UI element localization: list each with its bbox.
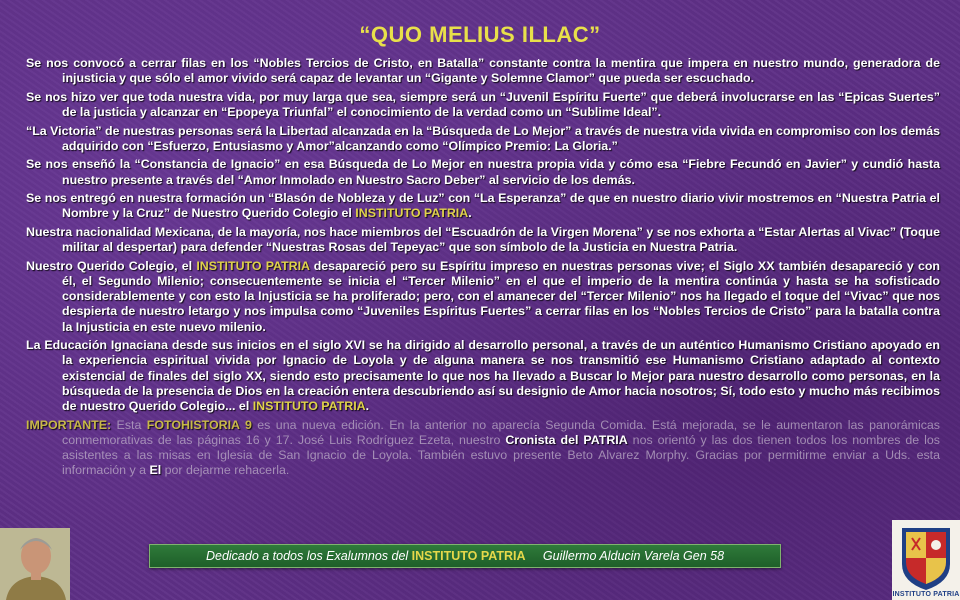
paragraph-text: . bbox=[468, 206, 472, 221]
paragraph bbox=[26, 157, 940, 187]
paragraph-text: Nuestra nacionalidad Mexicana, de la mayoría, nos hace miembros del “Escuadrón de la Virgen Morena” y se nos exhorta a “Estar Alertas al Vivac” (Toque militar al despertar) para defender “Nuestras Rosas del Tepeyac” que son símbolo de la Justicia en Nuestra Patria. bbox=[26, 224, 940, 255]
highlight-text: INSTITUTO PATRIA bbox=[252, 399, 366, 413]
paragraph bbox=[26, 191, 940, 221]
crest-label: INSTITUTO PATRIA bbox=[892, 591, 960, 598]
highlight-text: INSTITUTO PATRIA bbox=[196, 258, 310, 273]
paragraph-text: Nuestro Querido Colegio, el bbox=[26, 258, 197, 273]
highlight-text: nos orientó y las dos tienen todos los nombres de los asistentes a las misas en Iglesia de San Ignacio de Loyola. También estuvo presente Beto Alvarez Morphy. Gracias por permitirme enviar a Uds. esta información y a bbox=[62, 432, 941, 478]
paragraph bbox=[26, 90, 940, 120]
highlight-text: FOTOHISTORIA 9 bbox=[146, 417, 252, 432]
dedication-prefix: Dedicado a todos los Exalumnos del bbox=[205, 549, 412, 563]
dedication-author: Guillermo Alducin Varela Gen 58 bbox=[525, 549, 725, 563]
paragraph bbox=[26, 338, 940, 414]
paragraph-text: Se nos hizo ver que toda nuestra vida, por muy larga que sea, siempre será un “Juvenil Espíritu Fuerte” que deberá involucrarse en las “Epicas Suertes” de la justicia y alcanzar en “Epopeya Triunfal” el conocimiento de la verdad como un “Sublime Ideal”. bbox=[26, 89, 940, 119]
dedication-school: INSTITUTO PATRIA bbox=[411, 549, 526, 563]
paragraph bbox=[26, 259, 940, 335]
highlight-text: es una nueva edición. En la anterior no aparecía Segunda Comida. Está mejorada, se le aumentaron las panorámicas conmemorativas de las páginas 16 y 17. José Luis Rodríguez Ezeta, nuestro bbox=[62, 417, 941, 447]
paragraph-text: desapareció pero su Espíritu impreso en nuestras personas vive; el Siglo XX también desapareció y con él, el Segundo Milenio; consecuentemente se inicia el “Tercer Milenio” en el que el imperio de la mentira continúa y hasta se ha sofisticado considerablemente y con esto la Injusticia se ha proliferado; pero, con el amanecer del “Tercer Milenio” nos ha llegado el toque del “Vivac” que nos despierta de nuestro letargo y nos impulsa como “Juveniles Espíritus Fuertes” a cerrar filas en los “Nobles Tercios de Cristo” para la batalla contra la Injusticia en este nuevo milenio. bbox=[62, 258, 940, 334]
paragraph bbox=[26, 56, 940, 86]
paragraph-text: “La Victoria” de nuestras personas será la Libertad alcanzada en la “Búsqueda de Lo Mejor” a través de nuestra vida vivida en compromiso con los demás adquirido con “Esfuerzo, Entusiasmo y Amor”alcanzando como “Olímpico Premio: La Gloria.” bbox=[26, 123, 940, 153]
paragraph-text: . bbox=[365, 399, 370, 413]
paragraph-text: Se nos entregó en nuestra formación un “Blasón de Nobleza y de Luz” con “La Esperanza” de que en nuestro diario vivir mostremos en “Nuestra Patria el Nombre y la Cruz” de Nuestro Querido Colegio el bbox=[26, 191, 940, 221]
crest-icon bbox=[892, 520, 960, 600]
highlight-text: IMPORTANTE: bbox=[26, 417, 112, 432]
highlight-text: Esta bbox=[111, 417, 147, 432]
highlight-text: PATRIA bbox=[583, 432, 628, 447]
document-body bbox=[26, 56, 940, 482]
highlight-text: por dejarme rehacerla. bbox=[161, 463, 290, 478]
paragraph bbox=[26, 418, 940, 479]
author-photo bbox=[0, 528, 70, 600]
highlight-text: Cronista del bbox=[505, 432, 584, 447]
paragraph-text: Se nos convocó a cerrar filas en los “Nobles Tercios de Cristo, en Batalla” constante contra la mentira que impera en nuestro mundo, generadora de injusticia y que sólo el amor vivido será capaz de levantar un “Gigante y Solemne Clamor” que pueda ser escuchado. bbox=[26, 56, 940, 86]
paragraph bbox=[26, 124, 940, 154]
highlight-text: INSTITUTO PATRIA bbox=[355, 206, 469, 221]
portrait-image bbox=[0, 528, 70, 600]
paragraph bbox=[26, 225, 940, 255]
highlight-text: El bbox=[149, 463, 162, 478]
paragraph-text: La Educación Ignaciana desde sus inicios en el siglo XVI se ha dirigido al desarrollo personal, a través de un auténtico Humanismo Cristiano apoyado en la experiencia espiritual vivida por Ignacio de Loyola y de alguna manera se nos transmitió ese Humanismo Cristiano adaptado al contexto existencial de finales del siglo XX, siendo esto precisamente lo que nos ha llevado a Buscar lo Mejor para nuestro desarrollo como personas, en la búsqueda de la presencia de Dios en la creación entera descubriendo así su designio de Amor hacia nosotros; Sí, todo esto y mucho más recibimos de nuestro Querido Colegio... el bbox=[26, 338, 940, 413]
paragraph-text: Se nos enseñó la “Constancia de Ignacio” en esa Búsqueda de Lo Mejor en nuestra propia vida y cómo esa “Fiebre Fecundó en Javier” y cundió hasta nuestro presente a través del “Amor Inmolado en Nuestro Sacro Deber” al servicio de los demás. bbox=[26, 157, 940, 187]
dedication-banner bbox=[149, 544, 781, 568]
page-title: “QUO MELIUS ILLAC” bbox=[359, 22, 601, 47]
school-crest bbox=[892, 520, 960, 600]
